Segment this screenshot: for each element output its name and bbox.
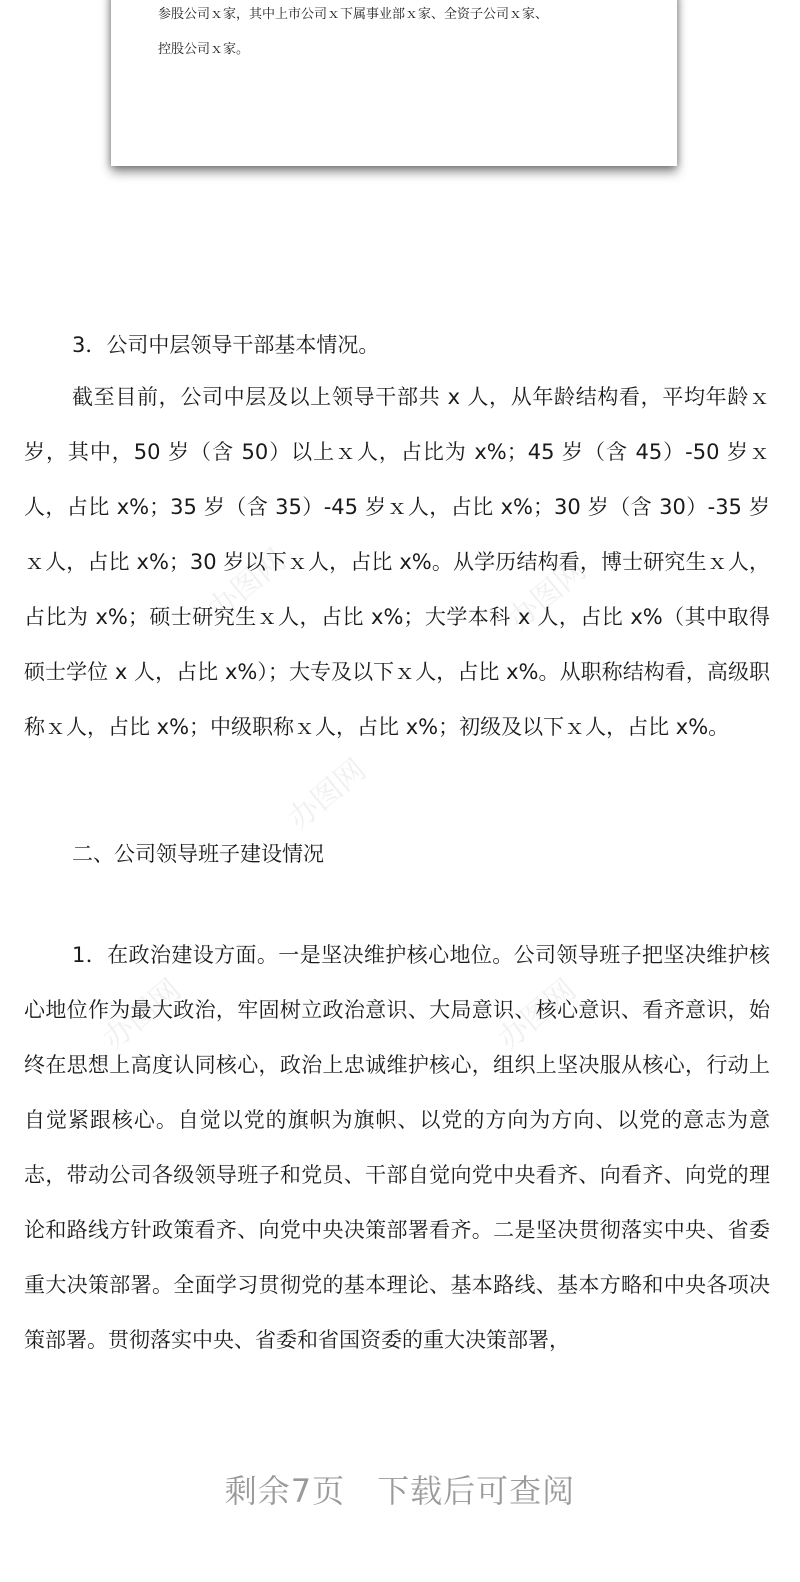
preview-line-2: 控股公司ｘ家。 (158, 42, 250, 57)
paragraph-leadership-stats (24, 370, 770, 755)
paragraph-political-building-text: 1．在政治建设方面。一是坚决维护核心地位。公司领导班子把坚决维护核心地位作为最大政治，牢固树立政治意识、大局意识、核心意识、看齐意识，始终在思想上高度认同核心，政治上忠诚维护核心，组织上坚决服从核心，行动上自觉紧跟核心。自觉以党的旗帜为旗帜、以党的方向为方向、以党的意志为意志，带动公司各级领导班子和党员、干部自觉向党中央看齐、向看齐、向党的理论和路线方针政策看齐、向党中央决策部署看齐。二是坚决贯彻落实中央、省委重大决策部署。全面学习贯彻党的基本理论、基本路线、基本方略和中央各项决策部署。贯彻落实中央、省委和省国资委的重大决策部署， (24, 943, 770, 1352)
download-to-view-label[interactable]: 下载后可查阅 (377, 1472, 576, 1510)
section-heading-3 (24, 330, 770, 360)
watermark: 办图网 (281, 752, 373, 838)
download-prompt[interactable] (0, 1466, 800, 1512)
section-heading-2 (24, 839, 770, 869)
paragraph-political-building (24, 928, 770, 1368)
preview-line-1: 参股公司ｘ家，其中上市公司ｘ下属事业部ｘ家、全资子公司ｘ家、 (158, 7, 549, 22)
watermark: 办图网 (96, 972, 188, 1058)
paragraph-leadership-stats-text: 截至目前，公司中层及以上领导干部共 x 人，从年龄结构看，平均年龄ｘ岁，其中，50 岁（含 50）以上ｘ人，占比为 x%；45 岁（含 45）-50 岁ｘ人，占比 x%；35 岁（含 35）-45 岁ｘ人，占比 x%；30 岁（含 30）-35 岁ｘ人，占比 x%；30 岁以下ｘ人，占比 x%。从学历结构看，博士研究生ｘ人，占比为 x%；硕士研究生ｘ人，占比 x%；大学本科 x 人，占比 x%（其中取得硕士学位 x 人，占比 x%）；大专及以下ｘ人，占比 x%。从职称结构看，高级职称ｘ人，占比 x%；中级职称ｘ人，占比 x%；初级及以下ｘ人，占比 x%。 (24, 385, 770, 739)
section-heading-3-text: 3．公司中层领导干部基本情况。 (72, 333, 380, 357)
watermark: 办图网 (501, 552, 593, 638)
watermark: 办图网 (201, 542, 293, 628)
remaining-pages-label: 剩余7页 (224, 1472, 346, 1510)
section-heading-2-text: 二、公司领导班子建设情况 (72, 842, 324, 866)
document-preview-card (111, 0, 677, 166)
watermark: 办图网 (491, 972, 583, 1058)
